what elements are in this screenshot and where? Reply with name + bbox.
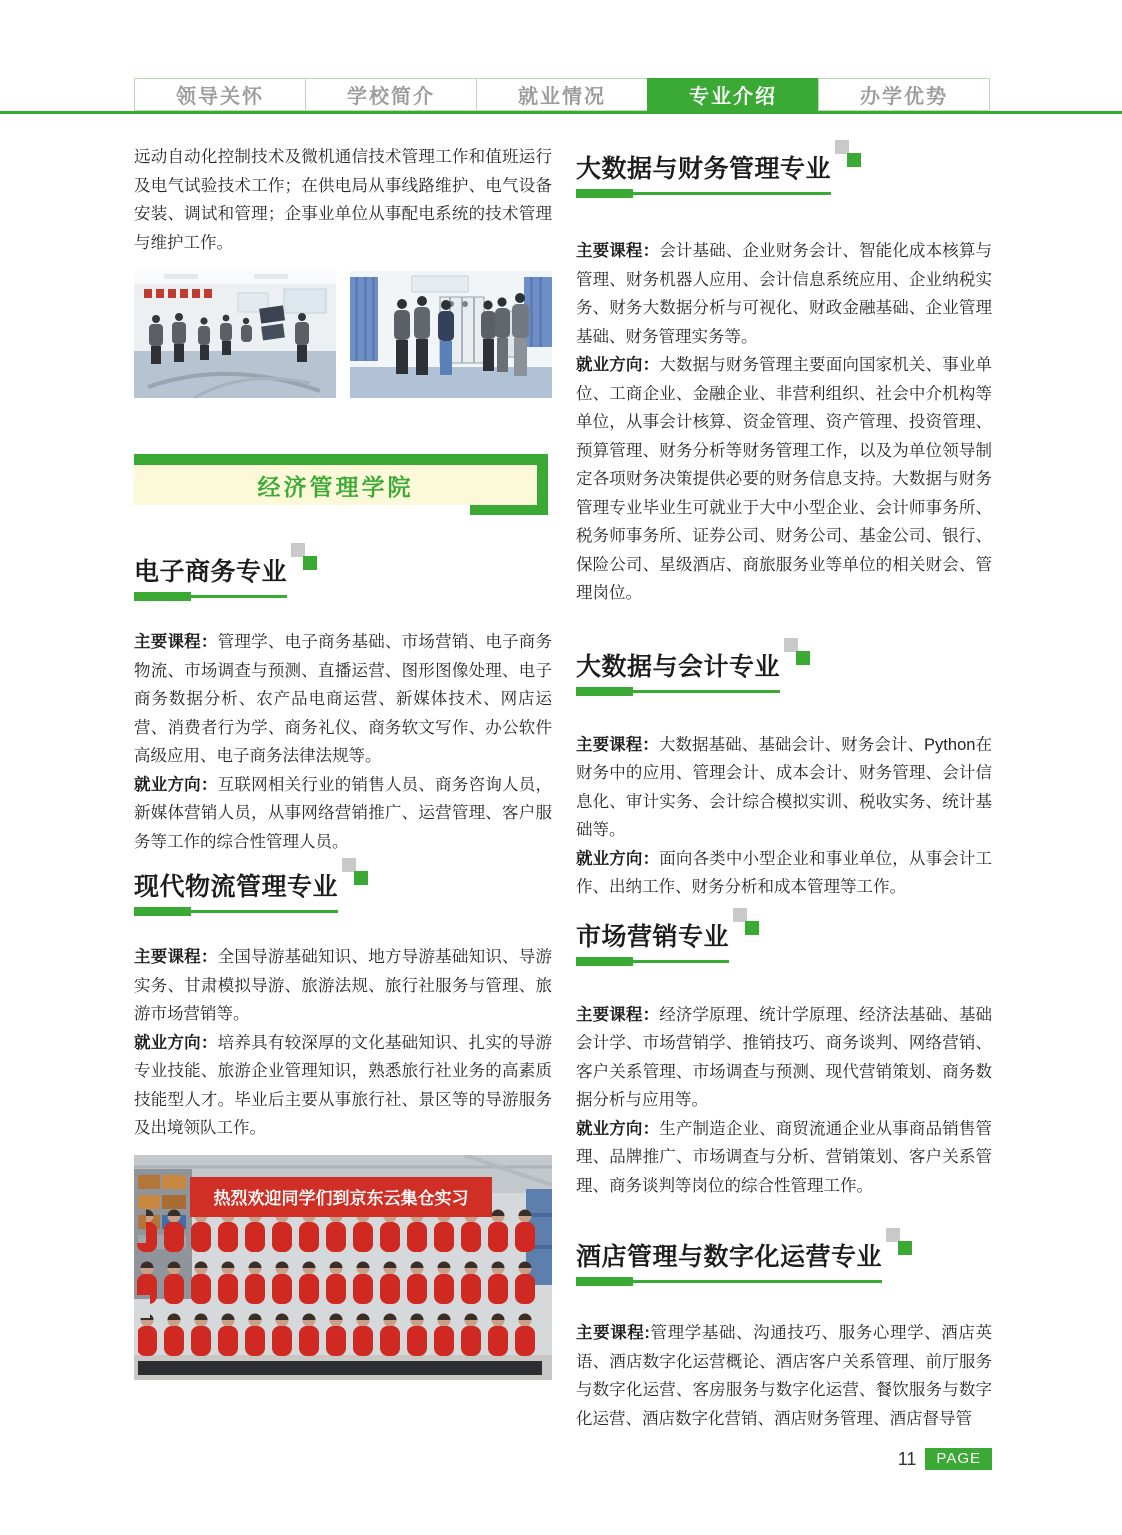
gray-square-icon: [342, 858, 356, 872]
heading-underline: [576, 957, 729, 966]
major-title: 市场营销专业: [576, 922, 730, 951]
major-bigdata-accounting: [576, 650, 992, 902]
major-title: 电子商务专业: [134, 558, 288, 586]
tab-school-intro[interactable]: 学校简介: [305, 78, 477, 111]
page-footer: [576, 1448, 992, 1470]
courses-paragraph: 主要课程：会计基础、企业财务会计、智能化成本核算与管理、财务机器人应用、会计信息系统应用、企业纳税实务、财务大数据分析与可视化、财政金融基础、企业管理基础、财务管理实务等。: [576, 242, 993, 346]
green-square-icon: [796, 651, 810, 665]
jobs-paragraph: 就业方向：生产制造企业、商贸流通企业从事商品销售管理、品牌推广、市场调查与分析、营销策划、客户关系管理、商务谈判等岗位的综合性管理工作。: [576, 1119, 993, 1195]
top-nav: [134, 78, 990, 111]
right-column: [576, 140, 992, 1433]
heading-underline: [134, 592, 287, 601]
banner-frame-top: [134, 454, 548, 465]
gray-square-icon: [733, 908, 747, 922]
major-title: 大数据与财务管理专业: [576, 155, 832, 183]
jobs-paragraph: 就业方向：培养具有较深厚的文化基础知识、扎实的导游专业技能、旅游企业管理知识，熟悉旅行社业务的高素质技能型人才。毕业后主要从事旅行社、景区等的导游服务及出境领队工作。: [134, 1033, 553, 1137]
tab-employment[interactable]: 就业情况: [476, 78, 648, 111]
major-heading: [576, 650, 780, 696]
major-title: 现代物流管理专业: [134, 873, 339, 901]
green-square-icon: [354, 871, 368, 885]
page-number: 11: [897, 1448, 917, 1469]
courses-paragraph: 主要课程：全国导游基础知识、地方导游基础知识、导游实务、甘肃模拟导游、旅游法规、旅行社服务与管理、旅游市场营销等。: [134, 948, 553, 1023]
tab-advantages[interactable]: 办学优势: [818, 78, 990, 111]
banner-body: [134, 465, 537, 505]
gray-square-icon: [835, 140, 849, 154]
courses-paragraph: 主要课程:管理学基础、沟通技巧、服务心理学、酒店英语、酒店数字化运营概论、酒店客户关系管理、前厅服务与数字化运营、客房服务与数字化运营、餐饮服务与数字化运营、酒店数字化营销、酒店财务管理、酒店督导管: [576, 1324, 993, 1428]
heading-underline: [576, 687, 780, 696]
college-banner: [134, 454, 552, 515]
intro-paragraph: 远动自动化控制技术及微机通信技术管理工作和值班运行及电气试验技术工作；在供电局从事线路维护、电气设备安装、调试和管理；企事业单位从事配电系统的技术管理与维护工作。: [134, 148, 552, 252]
left-column: [134, 143, 552, 1380]
page-badge: PAGE: [925, 1448, 992, 1470]
tab-majors-active[interactable]: 专业介绍: [647, 78, 819, 111]
heading-underline: [576, 189, 831, 198]
major-ecommerce: [134, 555, 552, 856]
nav-divider-line: [0, 111, 1122, 114]
major-heading: [576, 920, 729, 966]
gray-square-icon: [784, 638, 798, 652]
jobs-paragraph: 就业方向：互联网相关行业的销售人员、商务咨询人员，新媒体营销人员，从事网络营销推广、运营管理、客户服务等工作的综合性管理人员。: [134, 775, 553, 851]
jobs-paragraph: 就业方向：面向各类中小型企业和事业单位，从事会计工作、出纳工作、财务分析和成本管理等工作。: [576, 849, 993, 896]
welcome-banner: [190, 1177, 492, 1217]
major-heading: [576, 152, 831, 198]
jobs-paragraph: 就业方向：大数据与财务管理主要面向国家机关、事业单位、工商企业、金融企业、非营利组织、社会中介机构等单位，从事会计核算、资金管理、资产管理、投资管理、预算管理、财务分析等财务管理工作，以及为单位领导制定各项财务决策提供必要的财务信息支持。大数据与财务管理专业毕业生可就业于大中小型企业、会计师事务所、税务师事务所、证券公司、财务公司、基金公司、银行、保险公司、星级酒店、商旅服务业等单位的相关财会、管理岗位。: [576, 356, 993, 602]
green-square-icon: [745, 921, 759, 935]
green-square-icon: [847, 153, 861, 167]
banner-frame-bottom: [470, 504, 548, 515]
courses-paragraph: 主要课程：经济学原理、统计学原理、经济法基础、基础会计学、市场营销学、推销技巧、商务谈判、网络营销、客户关系管理、市场调查与预测、现代营销策划、商务数据分析与应用等。: [576, 1005, 993, 1109]
photo-electrical-lab: [134, 271, 336, 398]
major-title: 大数据与会计专业: [576, 652, 781, 681]
banner-text: 热烈欢迎同学们到京东云集仓实习: [213, 1188, 469, 1208]
major-marketing: [576, 920, 992, 1201]
major-heading: [134, 870, 338, 916]
gray-square-icon: [886, 1228, 900, 1242]
major-heading: [134, 555, 287, 601]
tab-leadership[interactable]: 领导关怀: [134, 78, 306, 111]
green-square-icon: [303, 556, 317, 570]
heading-underline: [134, 907, 338, 916]
college-title: 经济管理学院: [257, 473, 414, 500]
heading-underline: [576, 1277, 882, 1286]
major-heading: [576, 1240, 882, 1286]
major-bigdata-finance: [576, 152, 992, 608]
major-hotel-management: [576, 1240, 992, 1433]
major-logistics: [134, 870, 552, 1143]
photo-group-internship: [134, 1155, 552, 1380]
green-square-icon: [898, 1241, 912, 1255]
photo-equipment-training: [350, 271, 552, 398]
courses-paragraph: 主要课程：大数据基础、基础会计、财务会计、Python在财务中的应用、管理会计、成本会计、财务管理、会计信息化、审计实务、会计综合模拟实训、税收实务、统计基础等。: [576, 735, 992, 839]
major-title: 酒店管理与数字化运营专业: [576, 1243, 883, 1271]
lab-photo-row: [134, 271, 552, 398]
gray-square-icon: [291, 543, 305, 557]
courses-paragraph: 主要课程：管理学、电子商务基础、市场营销、电子商务物流、市场调查与预测、直播运营、图形图像处理、电子商务数据分析、农产品电商运营、新媒体技术、网店运营、消费者行为学、商务礼仪、商务软文写作、办公软件高级应用、电子商务法律法规等。: [134, 633, 553, 765]
